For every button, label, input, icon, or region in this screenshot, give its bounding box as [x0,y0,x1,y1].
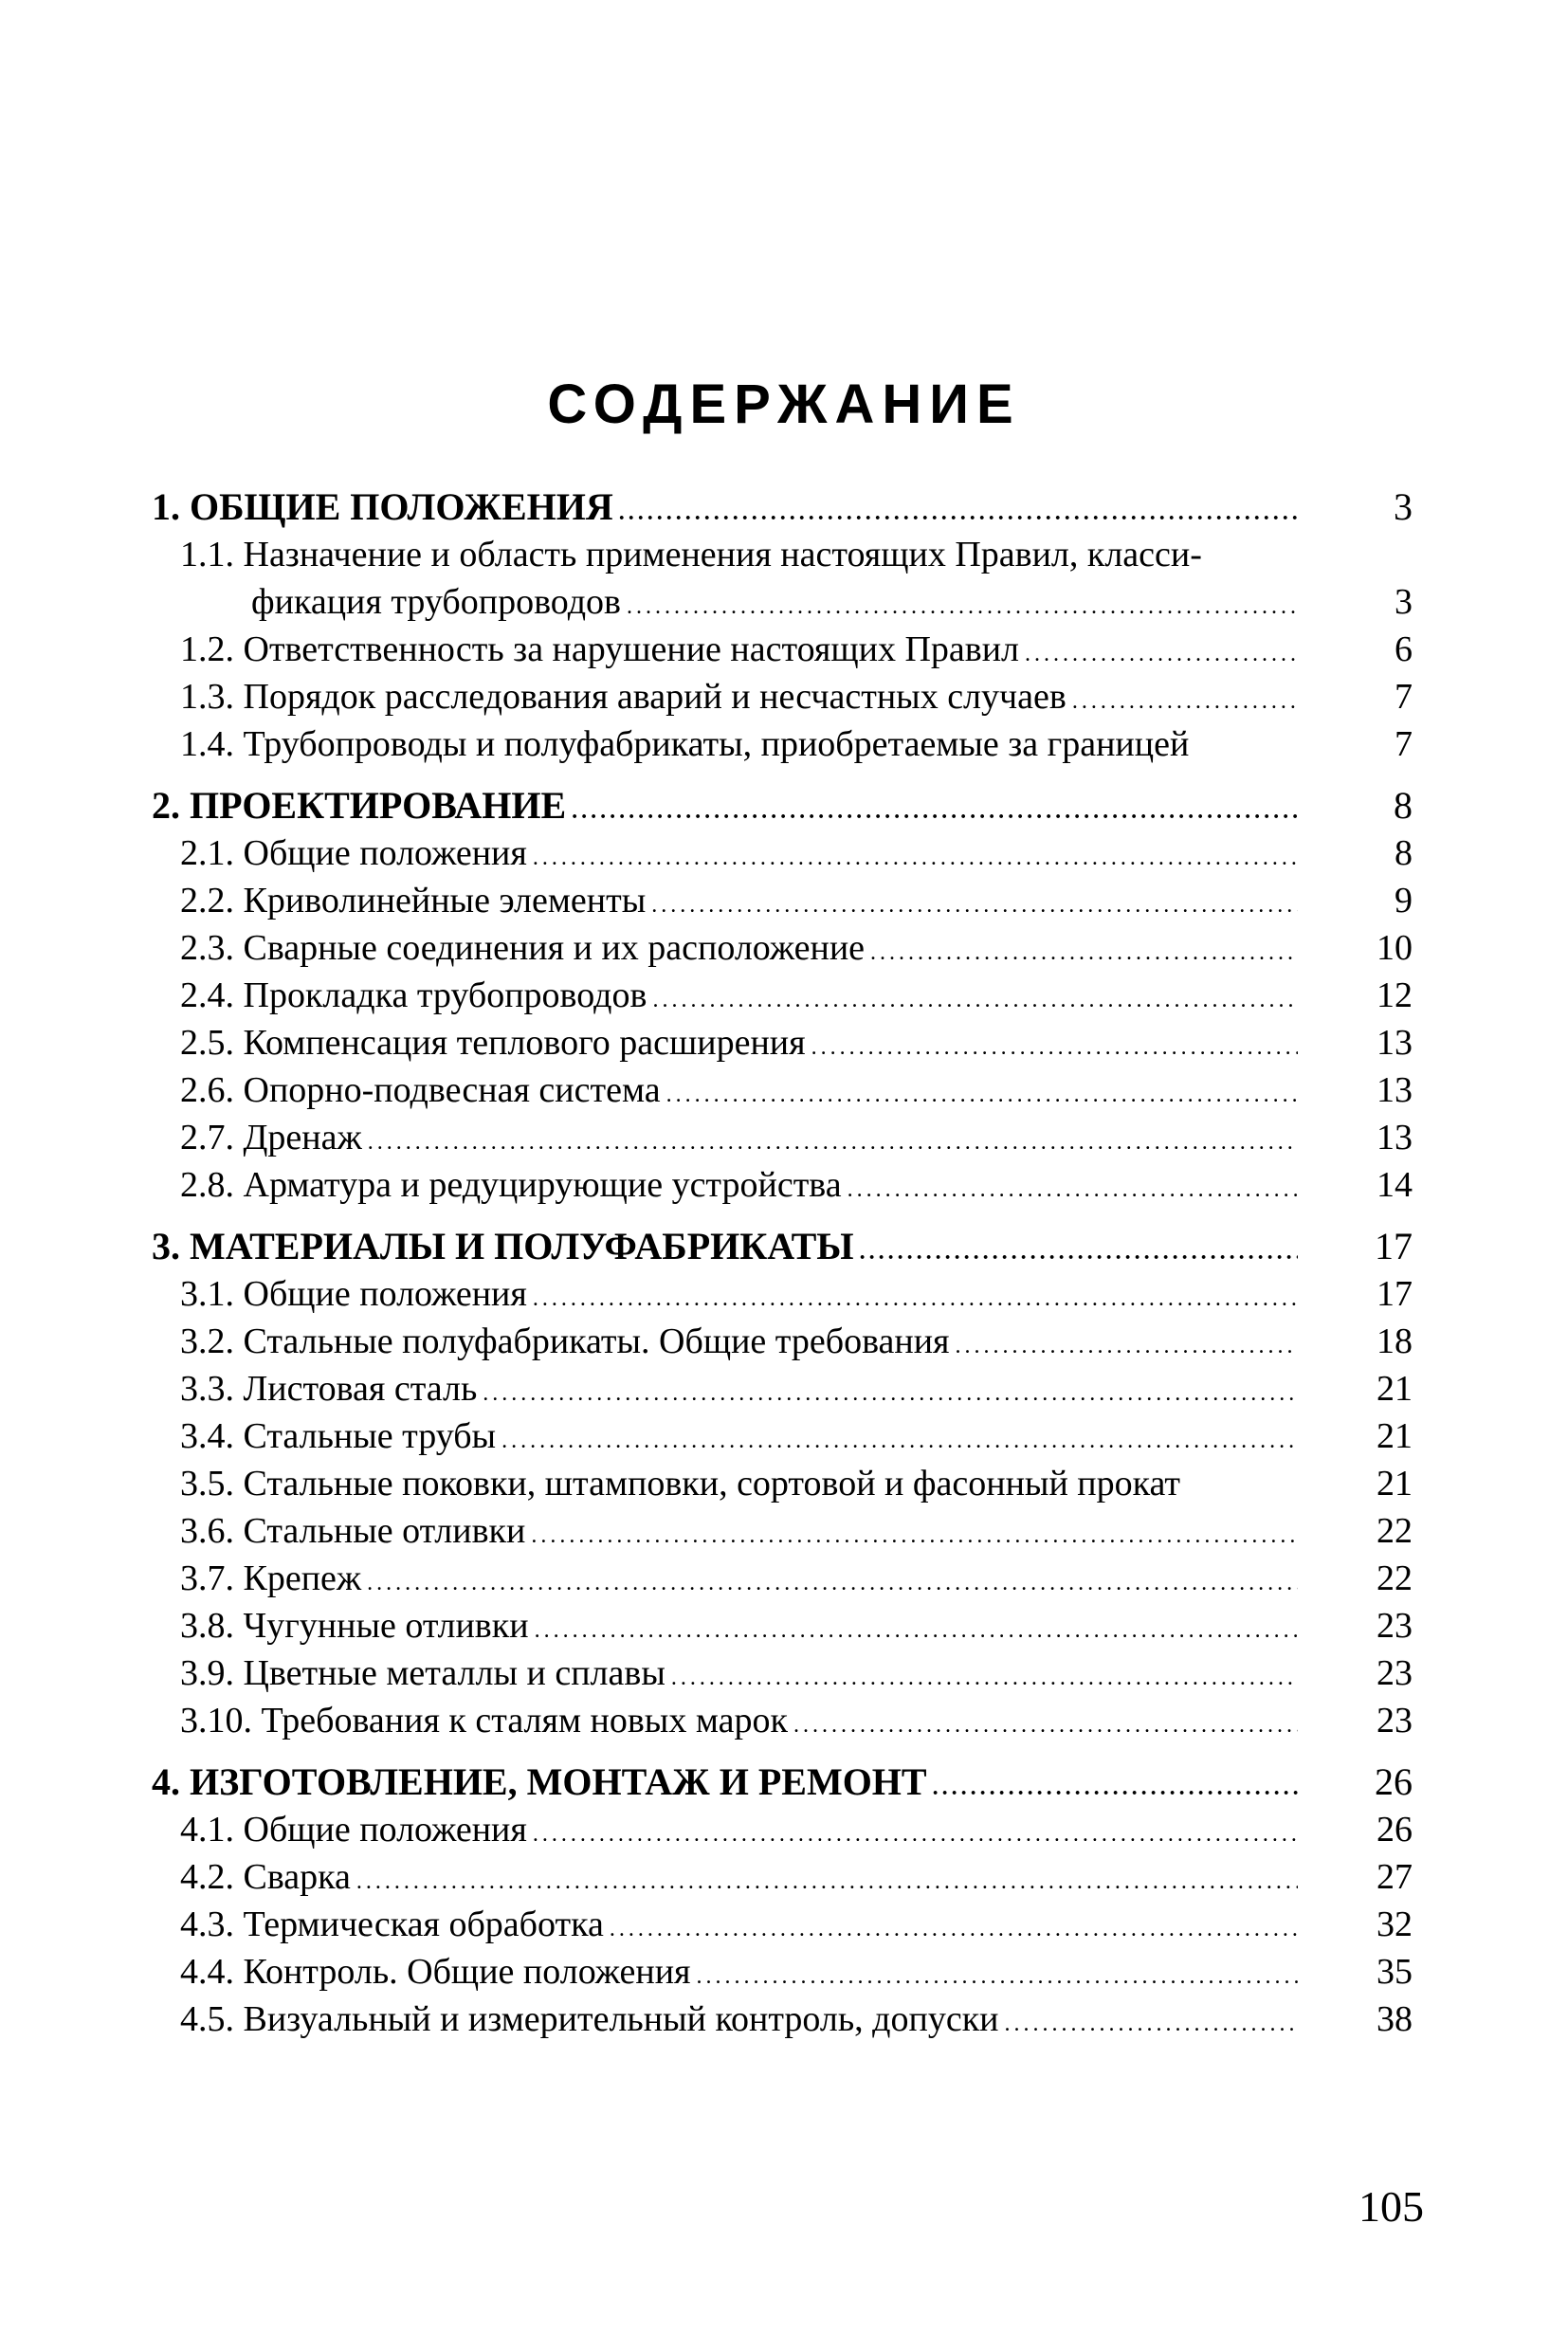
toc-number: 4.2. [180,1857,244,1897]
toc-number: 4.3. [180,1904,244,1944]
toc-title: Дренаж [243,1118,362,1157]
page-number: 105 [1358,2182,1424,2231]
toc-title: Цветные металлы и сплавы [243,1653,665,1693]
dot-leader [368,1119,1298,1166]
toc-page-number: 18 [1377,1321,1413,1361]
toc-entry [180,673,1304,725]
dot-leader [367,1559,1298,1607]
dot-leader [501,1417,1298,1465]
dot-leader [356,1858,1298,1905]
toc-entry [180,1019,1304,1071]
dot-leader [1005,2000,1298,2048]
toc-section [152,1759,1304,1812]
dot-leader [870,929,1298,976]
toc-number: 3. [152,1225,190,1267]
toc-entry [180,972,1304,1024]
toc-page-number: 17 [1377,1274,1413,1314]
toc-entry [180,1901,1304,1953]
toc-number: 4.4. [180,1952,244,1992]
dot-leader [1025,630,1298,678]
toc-entry [180,1853,1304,1905]
dot-leader [671,1654,1298,1702]
toc-page-number: 35 [1377,1952,1413,1992]
toc-title: Общие положения [243,1810,527,1850]
toc-title: фикация трубопроводов [251,582,621,622]
dot-leader [627,583,1298,630]
toc-number: 2.4. [180,975,244,1015]
toc-number: 2.6. [180,1070,244,1110]
toc-page-number: 17 [1375,1225,1413,1267]
toc-page-number: 3 [1395,582,1413,622]
toc-title: Общие положения [243,833,527,873]
toc-number: 1.1. [180,535,244,574]
toc-page-number: 7 [1395,724,1413,764]
toc-title: Термическая обработка [243,1904,604,1944]
dot-leader [956,1322,1298,1370]
toc-entry [180,1318,1304,1370]
toc-section [152,1223,1304,1276]
dot-leader [533,834,1298,882]
toc-number: 2. [152,784,190,827]
toc-number: 3.2. [180,1321,244,1361]
toc-title: Стальные поковки, штамповки, сортовой и фасонный прокат [243,1464,1181,1504]
toc-entry [180,1649,1304,1702]
toc-page-number: 7 [1395,677,1413,717]
toc-title: Контроль. Общие положения [243,1952,691,1992]
toc-title: Назначение и область применения настоящих Правил, класси- [243,535,1202,574]
dot-leader [572,788,1298,835]
toc-number: 4. [152,1760,190,1803]
toc-page-number: 12 [1377,975,1413,1015]
toc-entry [180,1365,1304,1417]
toc-number: 3.9. [180,1653,244,1693]
toc-title: Крепеж [243,1558,362,1598]
toc-entry [180,1948,1304,2000]
dot-leader [533,1275,1298,1322]
toc-number: 4.1. [180,1810,244,1850]
toc-entry [180,1602,1304,1654]
toc-number: 2.5. [180,1023,244,1063]
toc-title: ОБЩИЕ ПОЛОЖЕНИЯ [190,485,613,528]
toc-entry [180,1507,1304,1559]
toc-page-number: 9 [1395,881,1413,920]
dot-leader [697,1953,1298,2000]
toc-title: ПРОЕКТИРОВАНИЕ [190,784,567,827]
toc-number: 3.5. [180,1464,244,1504]
toc-entry [180,626,1304,678]
toc-title: Криволинейные элементы [243,881,647,920]
toc-number: 1. [152,485,190,528]
toc-page-number: 21 [1377,1369,1413,1409]
toc-entry [180,924,1304,976]
toc-page-number: 27 [1377,1857,1413,1897]
dot-leader [811,1024,1298,1071]
dot-leader [848,1166,1298,1213]
toc-number: 2.7. [180,1118,244,1157]
toc-title: Листовая сталь [243,1369,478,1409]
toc-title: Порядок расследования аварий и несчастных случаев [243,677,1067,717]
toc-title: Стальные полуфабрикаты. Общие требования [243,1321,950,1361]
toc-title: ИЗГОТОВЛЕНИЕ, МОНТАЖ И РЕМОНТ [190,1760,927,1803]
toc-entry [180,1114,1304,1166]
dot-leader [483,1370,1298,1417]
toc-title: Стальные трубы [243,1416,497,1456]
toc-title: Требования к сталям новых марок [261,1701,788,1740]
toc-title: МАТЕРИАЛЫ И ПОЛУФАБРИКАТЫ [190,1225,854,1267]
toc-page-number: 26 [1375,1760,1413,1803]
toc-page-number: 13 [1377,1118,1413,1157]
toc-title: Сварные соединения и их расположение [243,928,866,968]
toc-entry [180,1697,1304,1749]
toc-number: 4.5. [180,1999,244,2039]
toc-title: Ответственность за нарушение настоящих Правил [243,629,1020,669]
dot-leader [651,882,1298,929]
toc-entry [180,1555,1304,1607]
toc-page-number: 6 [1395,629,1413,669]
toc-entry [180,720,1304,768]
dot-leader [535,1607,1298,1654]
toc-entry [180,1066,1304,1119]
toc-page-number: 13 [1377,1070,1413,1110]
toc-page-number: 26 [1377,1810,1413,1850]
toc-number: 1.4. [180,724,244,764]
toc-number: 3.10. [180,1701,262,1740]
toc-number: 1.3. [180,677,244,717]
toc-entry [180,1161,1304,1213]
dot-leader [619,489,1298,537]
toc-title: Стальные отливки [243,1511,526,1551]
toc-number: 2.2. [180,881,244,920]
toc-title: Общие положения [243,1274,527,1314]
toc-page-number: 22 [1377,1511,1413,1551]
toc-number: 2.8. [180,1165,244,1205]
dot-leader [652,976,1298,1024]
toc-number: 2.3. [180,928,244,968]
toc-title: Сварка [243,1857,351,1897]
toc-page-number: 32 [1377,1904,1413,1944]
toc-section [152,782,1304,835]
toc-number: 1.2. [180,629,244,669]
toc-title: Прокладка трубопроводов [243,975,647,1015]
toc-number: 3.7. [180,1558,244,1598]
toc-number: 3.1. [180,1274,244,1314]
toc-page-number: 3 [1394,485,1413,528]
dot-leader [531,1512,1298,1559]
toc-title: Чугунные отливки [243,1606,529,1646]
toc-page-number: 10 [1377,928,1413,968]
toc-page-number: 22 [1377,1558,1413,1598]
page-title: СОДЕРЖАНИЕ [547,374,1021,435]
toc-title: Компенсация теплового расширения [243,1023,806,1063]
toc-number: 3.6. [180,1511,244,1551]
toc-number: 3.3. [180,1369,244,1409]
toc-page-number: 23 [1377,1701,1413,1740]
toc-page-number: 13 [1377,1023,1413,1063]
toc-entry [180,531,1327,578]
toc-page-number: 21 [1377,1464,1413,1504]
dot-leader [933,1764,1298,1812]
toc-number: 3.4. [180,1416,244,1456]
toc-entry [180,1412,1304,1465]
dot-leader [666,1071,1298,1119]
toc-entry [180,877,1304,929]
dot-leader [1072,678,1298,725]
toc-number: 2.1. [180,833,244,873]
toc-page-number: 38 [1377,1999,1413,2039]
dot-leader [533,1811,1298,1858]
toc-page-number: 8 [1394,784,1413,827]
toc-page-number: 23 [1377,1653,1413,1693]
toc-title: Визуальный и измерительный контроль, допуски [243,1999,999,2039]
toc-title: Опорно-подвесная система [243,1070,661,1110]
toc-entry [180,829,1304,882]
toc-entry [180,1460,1304,1507]
toc-title: Арматура и редуцирующие устройства [243,1165,842,1205]
toc-page-number: 23 [1377,1606,1413,1646]
toc-page-number: 21 [1377,1416,1413,1456]
toc-page-number: 8 [1395,833,1413,873]
toc-title: Трубопроводы и полуфабрикаты, приобретаемые за границей [243,724,1190,764]
toc-entry [180,1270,1304,1322]
toc-number: 3.8. [180,1606,244,1646]
toc-entry [251,578,1304,630]
toc-section [152,483,1304,537]
dot-leader [610,1905,1298,1953]
toc-page-number: 14 [1377,1165,1413,1205]
dot-leader [860,1229,1298,1276]
toc-entry [180,1806,1304,1858]
toc-entry [180,1996,1304,2048]
dot-leader [793,1702,1298,1749]
